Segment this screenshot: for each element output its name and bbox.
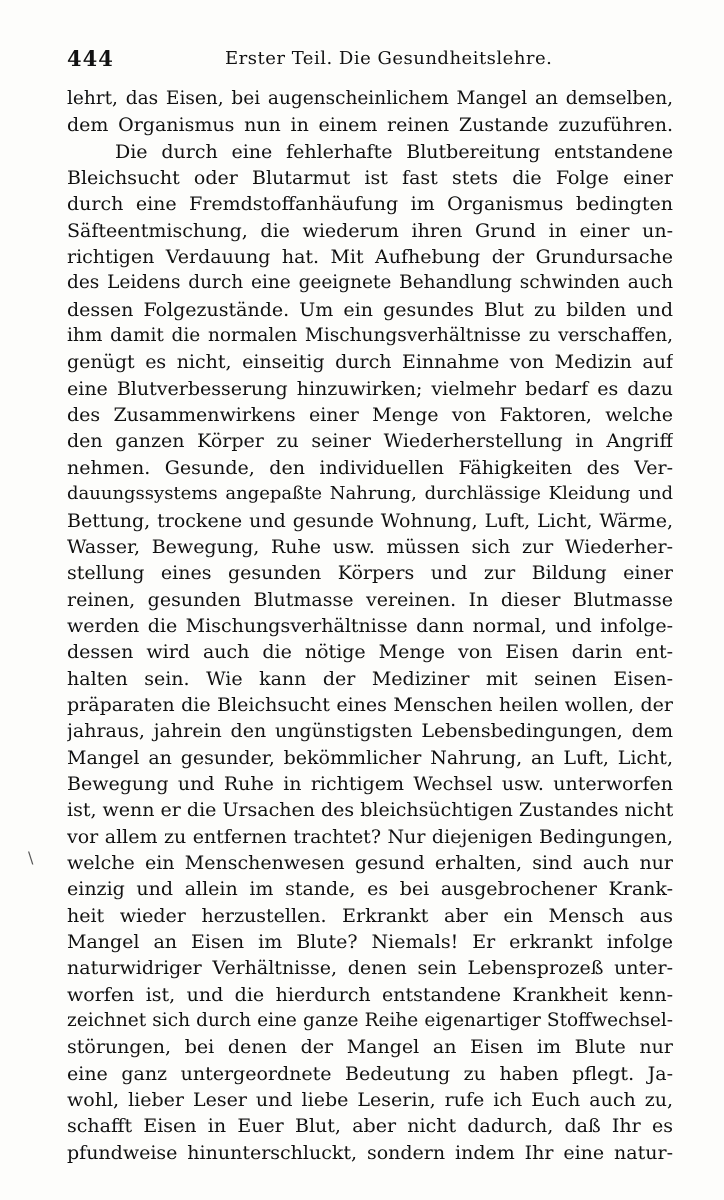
text-line: Wasser, Bewegung, Ruhe usw. müssen sich zur Wiederher- [67, 535, 673, 558]
text-line: zeichnet sich durch eine ganze Reihe eigenartiger Stoffwechsel- [67, 1010, 673, 1032]
text-line: vor allem zu entfernen trachtet? Nur diejenigen Bedingungen, [67, 825, 673, 848]
text-line: des Zusammenwirkens einer Menge von Faktoren, welche [67, 404, 673, 427]
text-line: schafft Eisen in Euer Blut, aber nicht dadurch, daß Ihr es [67, 1115, 673, 1138]
text-line: dem Organismus nun in einem reinen Zustande zuzuführen. [67, 114, 673, 137]
body-text [67, 86, 673, 1166]
text-line: ist, wenn er die Ursachen des bleichsüchtigen Zustandes nicht [67, 799, 673, 822]
text-line: ihm damit die normalen Mischungsverhältnisse zu verschaffen, [67, 325, 673, 347]
text-line: störungen, bei denen der Mangel an Eisen im Blute nur [67, 1036, 673, 1059]
text-line: wohl, lieber Leser und liebe Leserin, rufe ich Euch auch zu, [67, 1089, 673, 1112]
text-line: lehrt, das Eisen, bei augenscheinlichem Mangel an demselben, [67, 88, 673, 109]
text-line: Mangel an gesunder, bekömmlicher Nahrung, an Luft, Licht, [67, 746, 673, 769]
paragraph-start-line: Die durch eine fehlerhafte Blutbereitung entstandene [115, 140, 673, 163]
text-line: dessen Folgezustände. Um ein gesundes Blut zu bilden und [67, 298, 673, 321]
text-line: richtigen Verdauung hat. Mit Aufhebung der Grundursache [67, 246, 673, 269]
text-line: eine Blutverbesserung hinzuwirken; vielmehr bedarf es dazu [67, 377, 673, 400]
page-header [67, 46, 673, 76]
text-line: welche ein Menschenwesen gesund erhalten, sind auch nur [67, 851, 673, 874]
text-line: naturwidriger Verhältnisse, denen sein Lebensprozeß unter- [67, 957, 673, 980]
text-line: stellung eines gesunden Körpers und zur Bildung einer [67, 562, 673, 585]
page-number: 444 [67, 46, 114, 71]
text-line: den ganzen Körper zu seiner Wiederherstellung in Angriff [67, 430, 673, 453]
text-line: Säfteentmischung, die wiederum ihren Grund in einer un- [67, 219, 673, 242]
text-line: genügt es nicht, einseitig durch Einnahme von Medizin auf [67, 351, 673, 374]
running-head: Erster Teil. Die Gesundheitslehre. [225, 48, 553, 69]
text-line: pfundweise hinunterschluckt, sondern indem Ihr eine natur- [67, 1141, 673, 1164]
text-line: nehmen. Gesunde, den individuellen Fähigkeiten des Ver- [67, 456, 673, 479]
text-line: werden die Mischungsverhältnisse dann normal, und infolge- [67, 614, 673, 637]
text-line: durch eine Fremdstoffanhäufung im Organismus bedingten [67, 193, 673, 216]
text-line: präparaten die Bleichsucht eines Menschen heilen wollen, der [67, 693, 673, 716]
text-line: Bewegung und Ruhe in richtigem Wechsel usw. unterworfen [67, 772, 673, 795]
text-line: dauungssystems angepaßte Nahrung, durchlässige Kleidung und [67, 483, 673, 505]
text-line: reinen, gesunden Blutmasse vereinen. In dieser Blutmasse [67, 588, 673, 611]
text-line: Bettung, trockene und gesunde Wohnung, Luft, Licht, Wärme, [67, 509, 673, 532]
text-line: halten sein. Wie kann der Mediziner mit seinen Eisen- [67, 667, 673, 690]
text-line: heit wieder herzustellen. Erkrankt aber ein Mensch aus [67, 904, 673, 927]
text-line: einzig und allein im stande, es bei ausgebrochener Krank- [67, 878, 673, 901]
text-line: Mangel an Eisen im Blute? Niemals! Er erkrankt infolge [67, 931, 673, 953]
text-line: Bleichsucht oder Blutarmut ist fast stets die Folge einer [67, 167, 673, 190]
text-line: worfen ist, und die hierdurch entstandene Krankheit kenn- [67, 983, 673, 1006]
text-line: jahraus, jahrein den ungünstigsten Lebensbedingungen, dem [67, 720, 673, 743]
text-line: des Leidens durch eine geeignete Behandlung schwinden auch [67, 272, 673, 294]
margin-mark: \ [28, 848, 34, 867]
text-line: dessen wird auch die nötige Menge von Eisen darin ent- [67, 641, 673, 664]
text-line: eine ganz untergeordnete Bedeutung zu haben pflegt. Ja- [67, 1062, 673, 1085]
